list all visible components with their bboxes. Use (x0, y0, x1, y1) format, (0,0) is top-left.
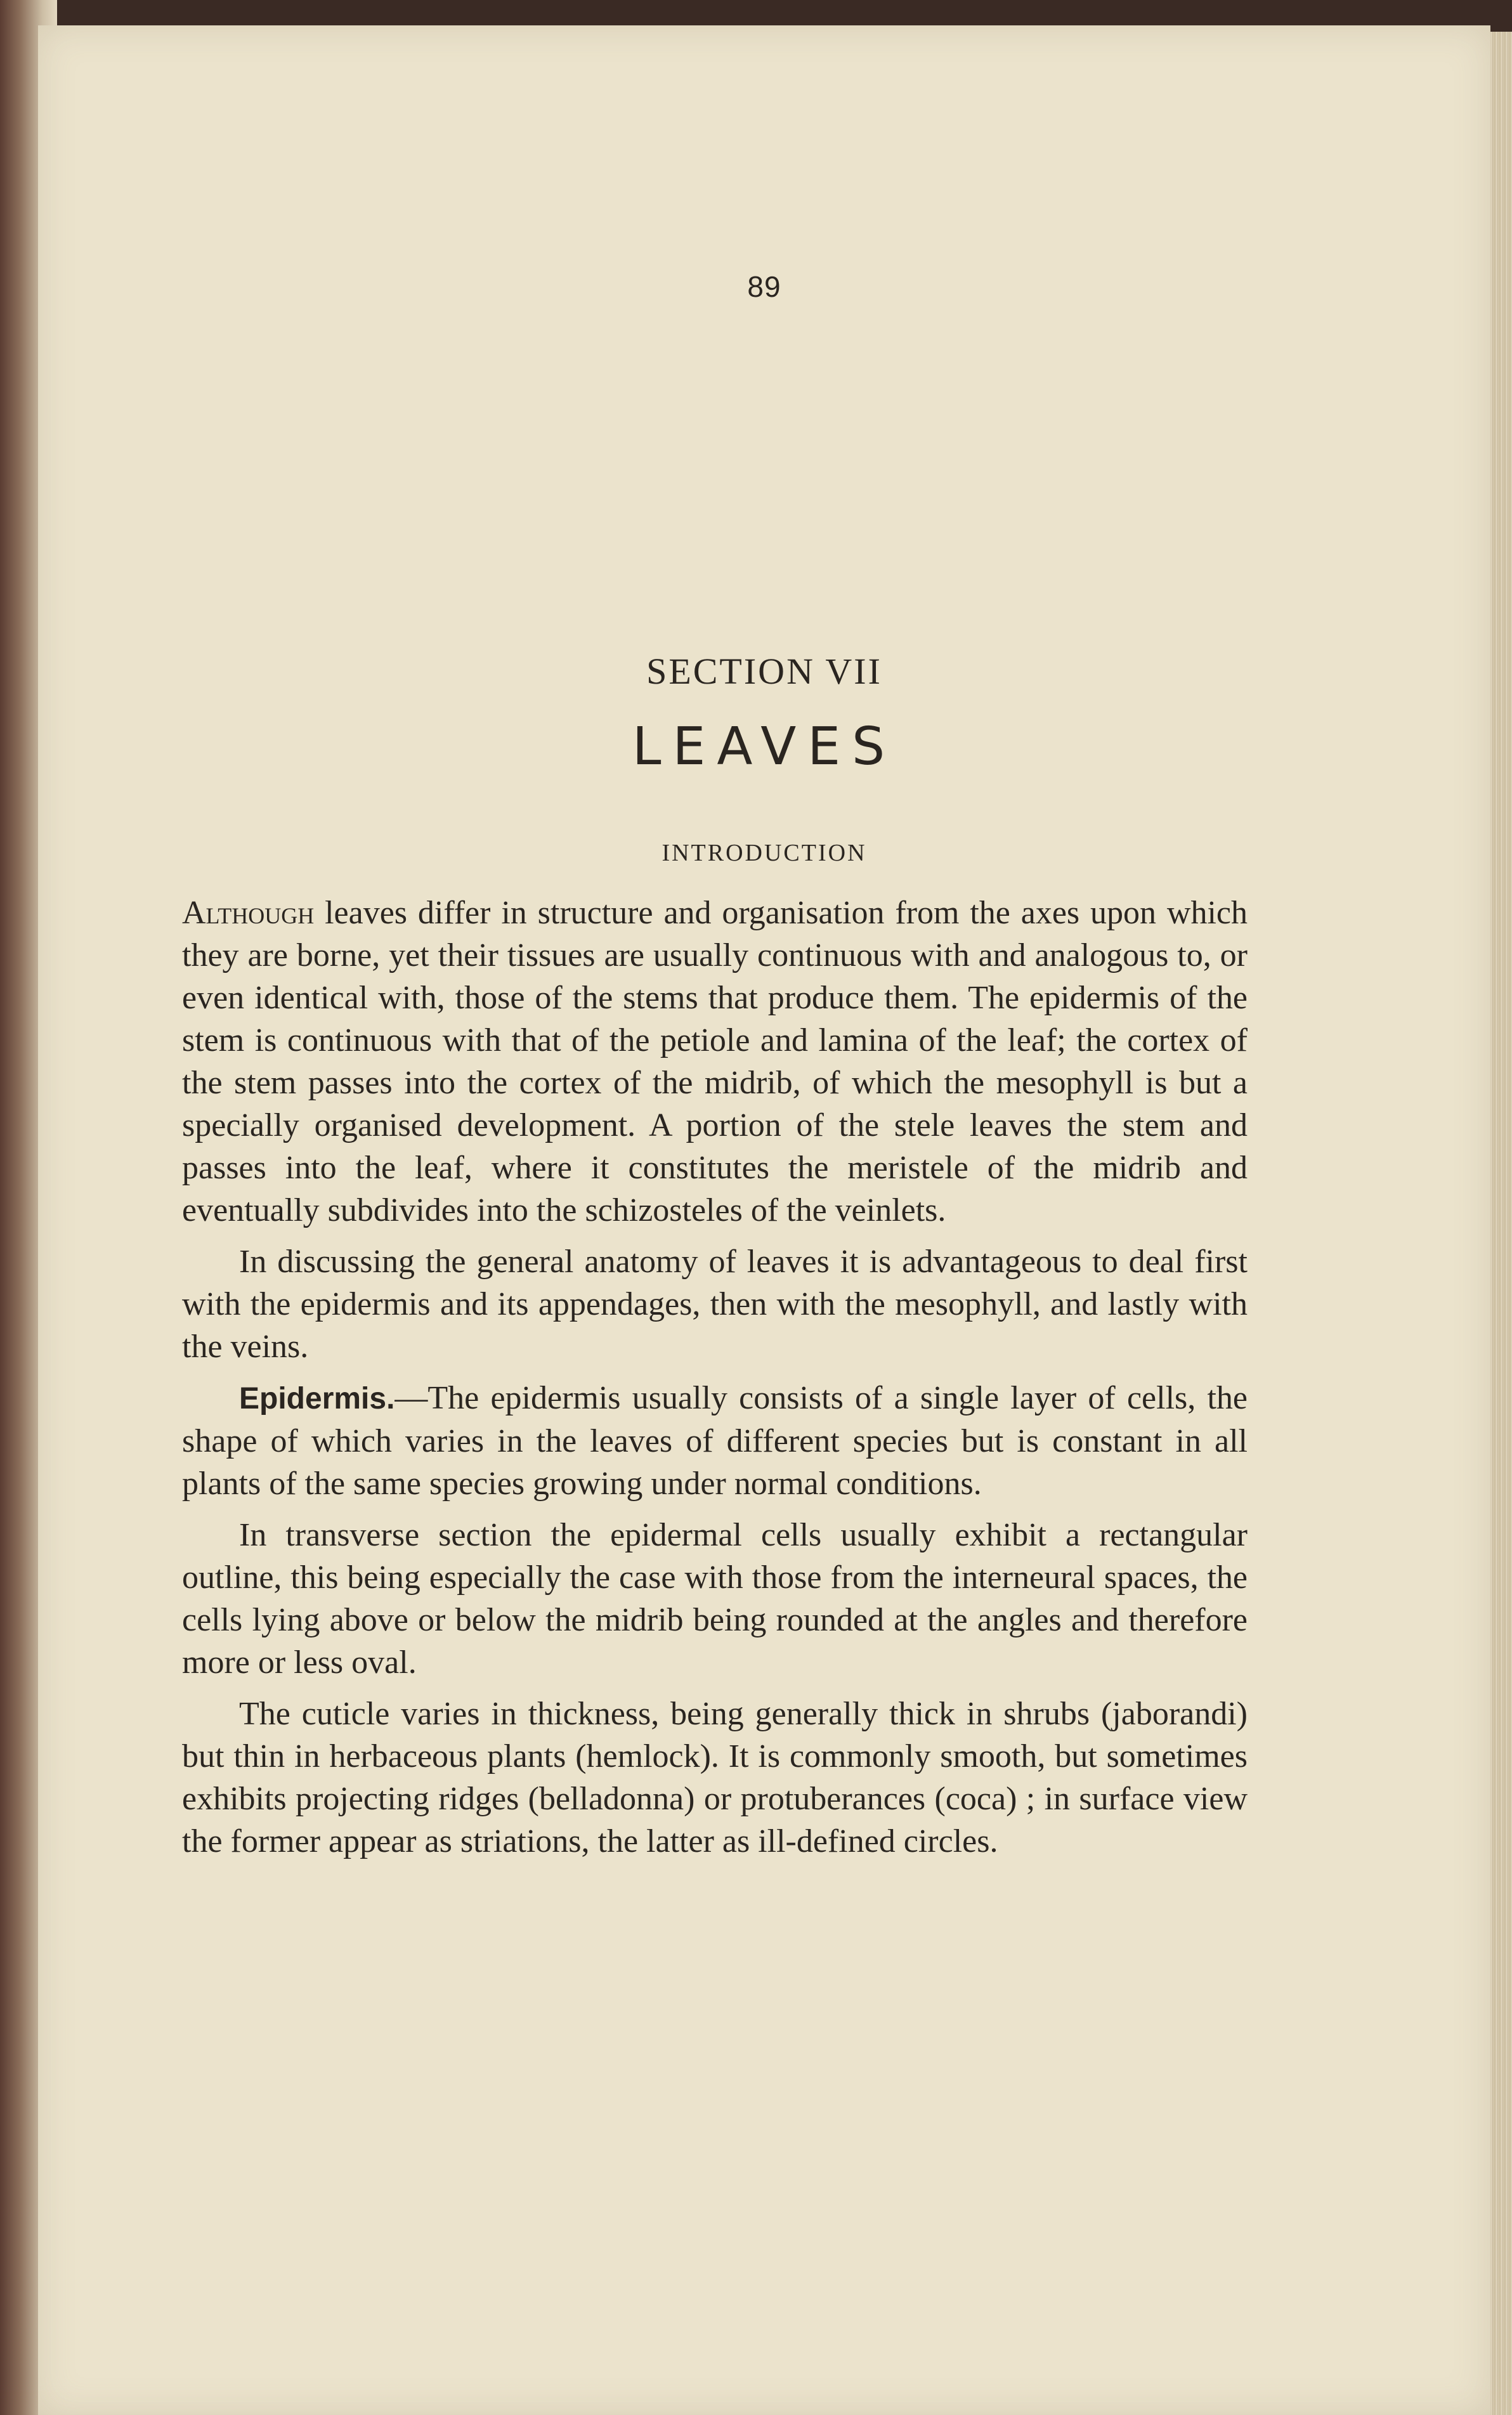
run-in-heading: Epidermis. (239, 1382, 395, 1416)
paragraph-5: The cuticle varies in thickness, being generally thick in shrubs (jaborandi) but thin in herbaceous plants (hemlock). It is commonly smooth, but sometimes exhibits projecting ridges (belladonna) or protuberances (coca) ; in surface view the former appear as striations, the latter as ill-defined circles. (182, 1696, 1248, 1859)
section-title: LEAVES (632, 717, 897, 777)
book-page (38, 25, 1490, 2415)
paragraph-3 (182, 1377, 1248, 1505)
paragraph-lead: Although (182, 895, 315, 931)
paragraph-2: In discussing the general anatomy of leaves it is advantageous to deal first with the epidermis and its appendages, then with the mesophyll, and lastly with the veins. (182, 1244, 1248, 1365)
body-text (182, 892, 1248, 1871)
paragraph-text: leaves differ in structure and organisation from the axes upon which they are borne, yet their tissues are usually continuous with and analogous to, or even identical with, those of the stems that produce them. The epidermis of the stem is continuous with that of the petiole and lamina of the leaf; the cortex of the stem passes into the cortex of the midrib, of which the mesophyll is but a specially organised development. A portion of the stele leaves the stem and passes into the leaf, where it constitutes the meristele of the midrib and eventually subdivides into the schizosteles of the veinlets. (182, 895, 1248, 1228)
section-heading: SECTION VII (646, 651, 882, 692)
paragraph-text: —The epidermis usually consists of a single layer of cells, the shape of which varies in the leaves of different species but is constant in all plants of the same species growing under normal conditions. (182, 1380, 1248, 1502)
paragraph-4: In transverse section the epidermal cells usually exhibit a rectangular outline, this being especially the case with those from the interneural spaces, the cells lying above or below the midrib being rounded at the angles and therefore more or less oval. (182, 1517, 1248, 1681)
paragraph-1 (182, 892, 1248, 1232)
subheading: INTRODUCTION (662, 840, 867, 866)
page-number: 89 (747, 270, 781, 303)
